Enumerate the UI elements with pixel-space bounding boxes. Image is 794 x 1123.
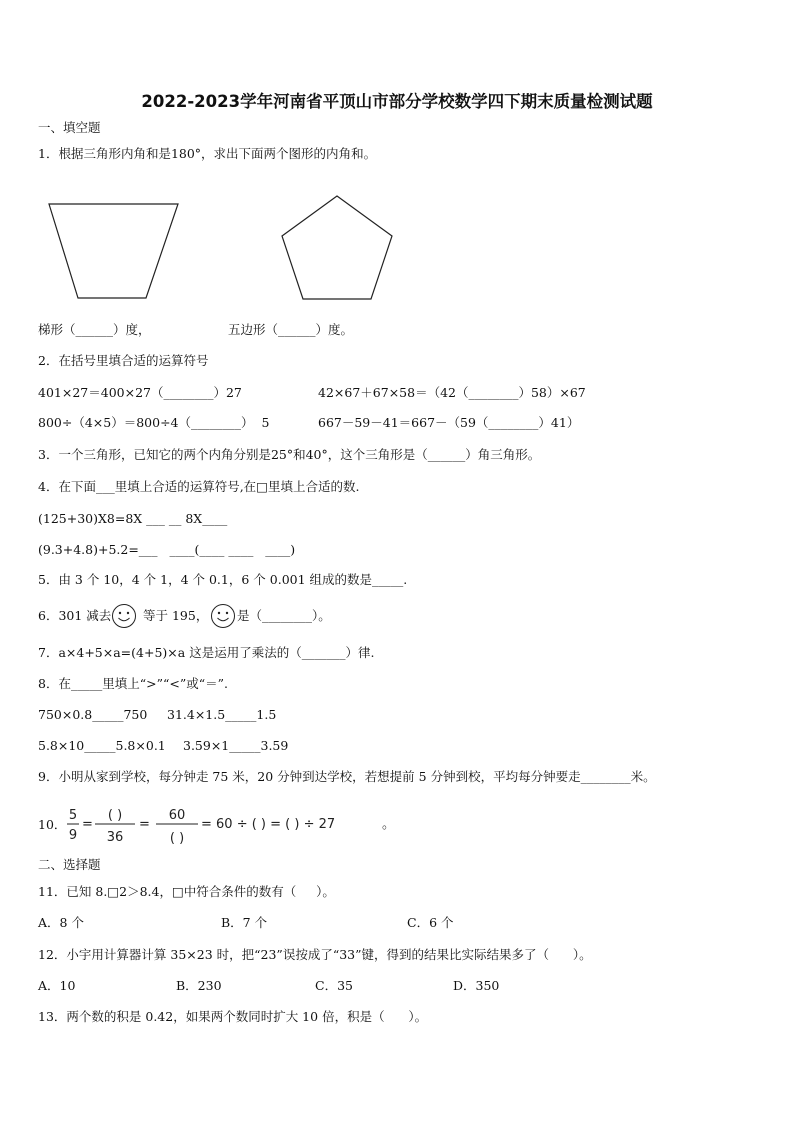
q6-part3: 是（________）。 [237,608,331,623]
smiley-face-icon [111,603,137,629]
question-4: 4．在下面___里填上合适的运算符号,在□里填上合适的数. [38,479,360,494]
question-11: 11．已知 8.□2＞8.4，□中符合条件的数有（ ）。 [38,884,335,899]
q8-line1a: 750×0.8_____750 [38,707,148,722]
q12-option-d: D．350 [453,978,500,993]
question-7: 7．a×4+5×a=(4+5)×a 这是运用了乘法的（_______）律. [38,645,375,660]
trapezoid-figure [45,200,185,304]
fraction2-numerator: ( ) [107,808,123,823]
page-title: 2022-2023学年河南省平顶山市部分学校数学四下期末质量检测试题 [141,92,653,111]
q6-part2: 等于 195， [143,608,209,623]
q10-rest: = 60 ÷ ( ) = ( ) ÷ 27 [201,817,336,832]
svg-text:=: = [139,817,150,832]
q2-line1a: 401×27＝400×27（________）27 [38,385,242,400]
question-9: 9．小明从家到学校，每分钟走 75 米，20 分钟到达学校，若想提前 5 分钟到校，平均每分钟要走________米。 [38,769,656,784]
section-fill-in: 一、填空题 [38,120,101,135]
q12-option-a: A．10 [38,978,76,993]
q4-line1: (125+30)X8=8X ___ __ 8X____ [38,511,228,526]
fraction1-numerator: 5 [68,808,78,823]
fraction2-denominator: 36 [106,830,124,845]
q12-option-b: B．230 [176,978,222,993]
q6-part1: 6．301 减去 [38,608,112,623]
q2-line2b: 667－59－41＝667－（59（________）41） [318,415,580,430]
q8-line2a: 5.8×10_____5.8×0.1 [38,738,166,753]
question-8: 8．在_____里填上“>”“<”或“＝”. [38,676,228,691]
question-13: 13．两个数的积是 0.42，如果两个数同时扩大 10 倍，积是（ ）。 [38,1009,428,1024]
svg-text:=: = [82,817,93,832]
question-12: 12．小宇用计算器计算 35×23 时，把“23”误按成了“33”键，得到的结果比实际结果多了（ ）。 [38,947,592,962]
question-3: 3．一个三角形，已知它的两个内角分别是25°和40°，这个三角形是（______）角三角形。 [38,447,541,462]
fraction1-denominator: 9 [68,828,78,843]
question-2: 2．在括号里填合适的运算符号 [38,353,209,368]
q11-option-a: A．8 个 [38,915,84,930]
q12-option-c: C．35 [315,978,353,993]
fraction3-denominator: ( ) [169,831,185,846]
section-multiple-choice: 二、选择题 [38,857,101,872]
smiley-face-icon [210,603,236,629]
q4-line2: (9.3+4.8)+5.2=___ ____(____ ____ ____) [38,542,296,557]
pentagon-answer: 五边形（______）度。 [228,322,354,337]
q11-option-c: C．6 个 [407,915,454,930]
fraction3-numerator: 60 [168,808,186,823]
q8-line1b: 31.4×1.5_____1.5 [167,707,277,722]
q8-line2b: 3.59×1_____3.59 [183,738,289,753]
trapezoid-answer: 梯形（______）度， [38,322,151,337]
question-5: 5．由 3 个 10，4 个 1，4 个 0.1，6 个 0.001 组成的数是_____. [38,572,408,587]
q10-end: 。 [382,817,396,832]
question-1: 1．根据三角形内角和是180°，求出下面两个图形的内角和。 [38,146,377,161]
q2-line1b: 42×67＋67×58＝（42（________）58）×67 [318,385,586,400]
pentagon-figure [276,192,398,304]
q2-line2a: 800÷（4×5）＝800÷4（________） 5 [38,415,270,430]
q10-number: 10． [38,817,67,832]
q11-option-b: B．7 个 [221,915,268,930]
q10-fraction-equation [66,801,406,849]
